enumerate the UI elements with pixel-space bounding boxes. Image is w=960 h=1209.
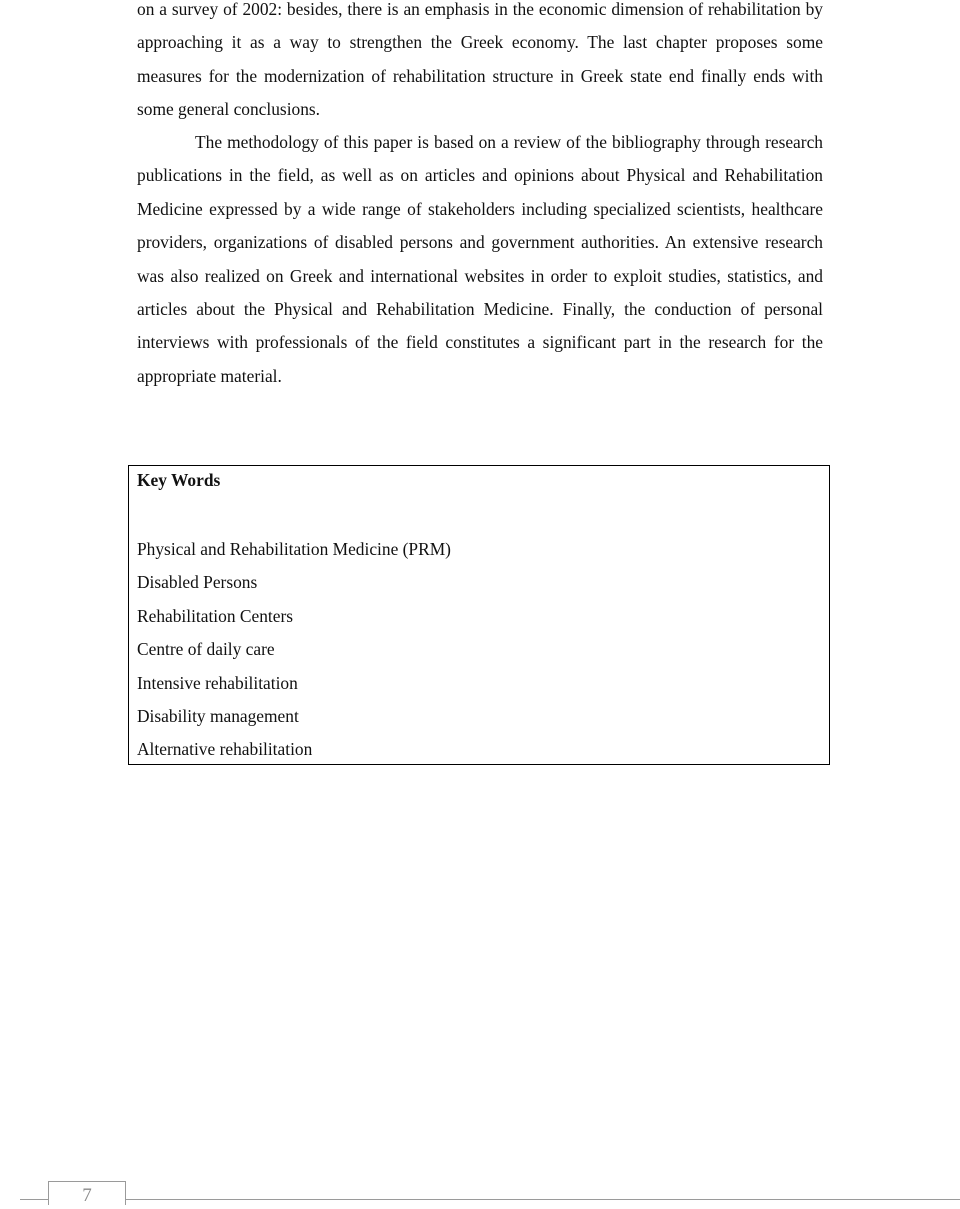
- keyword-item: Intensive rehabilitation: [137, 672, 298, 693]
- keyword-item: Disabled Persons: [137, 572, 258, 593]
- keywords-box: [128, 465, 830, 765]
- keyword-item: Centre of daily care: [137, 639, 275, 660]
- paragraph-intro-continuation: on a survey of 2002: besides, there is an emphasis in the economic dimension of rehabilitation by approaching it as a way to strengthen the Greek economy. The last chapter proposes some measures for the modernization of rehabilitation structure in Greek state end finally ends with some general conclusions.: [137, 0, 823, 120]
- keyword-item: Alternative rehabilitation: [137, 739, 313, 760]
- keywords-title: Key Words: [137, 470, 221, 490]
- keyword-item: Rehabilitation Centers: [137, 605, 293, 626]
- paragraph-methodology: The methodology of this paper is based on a review of the bibliography through research publications in the field, as well as on articles and opinions about Physical and Rehabilitation Medicine expressed by a wide range of stakeholders including specialized scientists, healthcare providers, organizations of disabled persons and government authorities. An extensive research was also realized on Greek and international websites in order to exploit studies, statistics, and articles about the Physical and Rehabilitation Medicine. Finally, the conduction of personal interviews with professionals of the field constitutes a significant part in the research for the appropriate material.: [137, 132, 823, 386]
- keyword-item: Physical and Rehabilitation Medicine (PRM): [137, 539, 451, 559]
- keywords-list: [137, 533, 451, 767]
- footer-rule: [20, 1199, 960, 1200]
- page-number: 7: [82, 1185, 92, 1206]
- keyword-item: Disability management: [137, 706, 299, 727]
- page-number-tab: [48, 1181, 126, 1205]
